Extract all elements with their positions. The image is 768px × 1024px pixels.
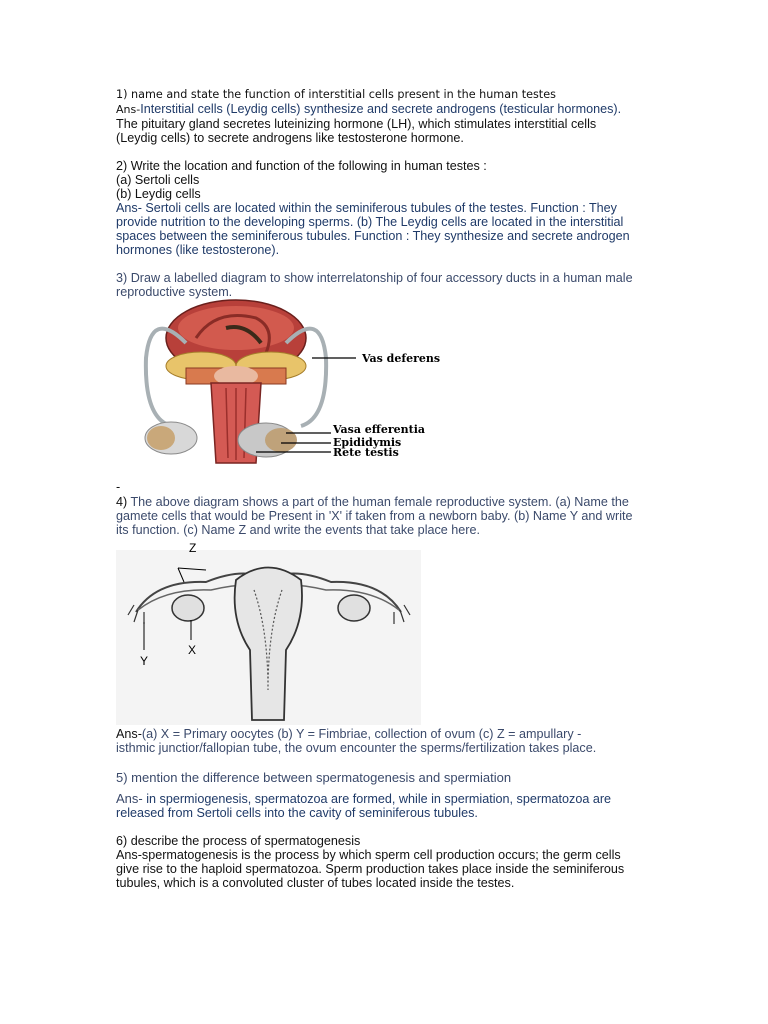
answer-6-line2: give rise to the haploid spermatozoa. Sperm production takes place inside the seminiferous <box>116 862 625 876</box>
male-reproductive-diagram <box>116 298 476 468</box>
answer-6-line3: tubules, which is a convoluted cluster of tubes located inside the testes. <box>116 876 515 890</box>
label-x: X <box>188 643 197 657</box>
female-reproductive-diagram <box>116 540 426 725</box>
question-4-number: 4) <box>116 495 128 509</box>
answer-2-line3: spaces between the seminiferous tubules. Function : They synthesize and secrete androgen <box>116 229 630 243</box>
question-5-text: 5) mention the difference between spermatogenesis and spermiation <box>116 770 512 785</box>
answer-5-line2: released from Sertoli cells into the cavity of seminiferous tubules. <box>116 806 478 820</box>
answer-1-line3: (Leydig cells) to secrete androgens like testosterone hormone. <box>116 131 464 145</box>
label-y: Y <box>140 654 149 668</box>
label-z: Z <box>189 541 197 555</box>
answer-5-prefix: Ans- <box>116 791 143 806</box>
answer-2-line1: Ans- Sertoli cells are located within the seminiferous tubules of the testes. Function : They <box>116 201 617 215</box>
answer-1-line1: Interstitial cells (Leydig cells) synthesize and secrete androgens (testicular hormones). <box>140 102 622 116</box>
label-vas-deferens: Vas deferens <box>362 352 441 365</box>
label-vasa-efferentia: Vasa efferentia <box>333 423 426 436</box>
question-5-block <box>116 771 656 785</box>
answer-6-line1: Ans-spermatogenesis is the process by which sperm cell production occurs; the germ cells <box>116 848 621 862</box>
answer-4-line2: isthmic junctior/fallopian tube, the ovum encounter the sperms/fertilization takes place. <box>116 741 597 755</box>
question-4-line1: The above diagram shows a part of the human female reproductive system. (a) Name the <box>130 495 629 509</box>
question-3-line1: 3) Draw a labelled diagram to show interrelatonship of four accessory ducts in a human male <box>116 271 633 285</box>
answer-5-line1: in spermiogenesis, spermatozoa are formed, while in spermiation, spermatozoa are <box>146 792 612 806</box>
label-rete-testis: Rete testis <box>333 446 399 459</box>
answer-4-line1: (a) X = Primary oocytes (b) Y = Fimbriae, collection of ovum (c) Z = ampullary - <box>141 727 582 741</box>
answer-5-block <box>116 792 656 820</box>
answer-1-line2: The pituitary gland secretes luteinizing hormone (LH), which stimulates interstitial cells <box>116 117 597 131</box>
question-6-text: 6) describe the process of spermatogenesis <box>116 834 361 848</box>
answer-2-line2: provide nutrition to the developing sperms. (b) The Leydig cells are located in the interstitial <box>116 215 624 229</box>
question-3-line2: reproductive system. <box>116 285 233 299</box>
answer-4-block <box>116 727 656 755</box>
question-4-line2: gamete cells that would be Present in 'X' if taken from a newborn baby. (b) Name Y and write <box>116 509 633 523</box>
answer-1-prefix: Ans- <box>116 103 141 116</box>
answer-4-prefix: Ans- <box>116 727 142 741</box>
question-2-option-b: (b) Leydig cells <box>116 187 201 201</box>
question-3-block <box>116 271 656 299</box>
label-epididymis: Epididymis <box>333 436 402 449</box>
question-4-line3: its function. (c) Name Z and write the events that take place here. <box>116 523 480 537</box>
question-2-block <box>116 159 656 257</box>
question-2-text: 2) Write the location and function of the following in human testes : <box>116 159 487 173</box>
question-2-option-a: (a) Sertoli cells <box>116 173 200 187</box>
dash-marker: - <box>116 480 121 494</box>
answer-2-line4: hormones (like testosterone). <box>116 243 280 257</box>
question-4-block <box>116 495 656 537</box>
question-6-block <box>116 834 656 890</box>
question-1-block <box>116 88 656 145</box>
question-1-text: 1) name and state the function of interstitial cells present in the human testes <box>116 88 556 101</box>
